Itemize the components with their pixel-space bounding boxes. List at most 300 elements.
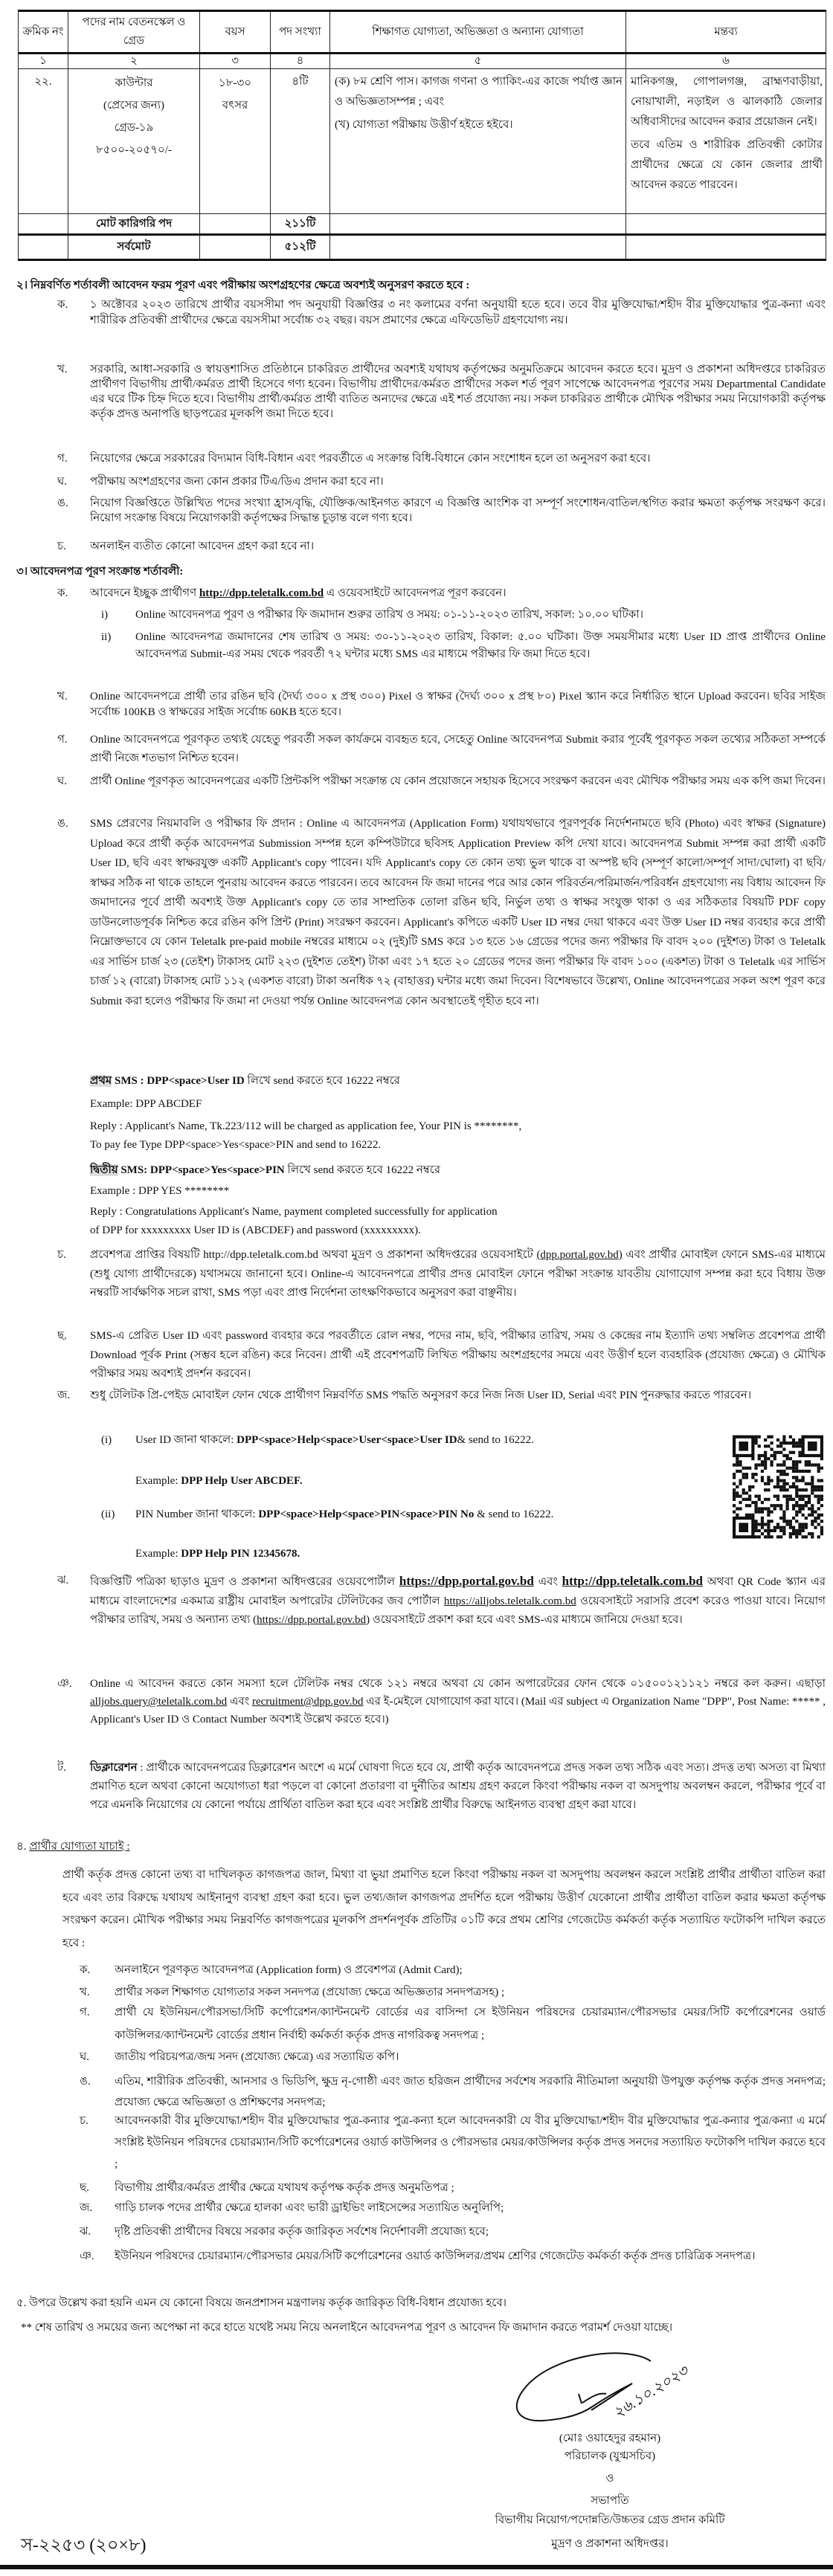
qr-module	[811, 1479, 814, 1482]
qr-module	[789, 1436, 792, 1439]
sms-command: SMS: DPP<space>Yes<space>PIN	[118, 1164, 285, 1176]
qr-module	[820, 1479, 823, 1482]
qr-module	[789, 1535, 792, 1538]
col-header-serial: ক্রমিক নং	[19, 11, 68, 54]
qr-module	[817, 1517, 820, 1520]
qr-module	[761, 1520, 764, 1523]
qr-module	[767, 1479, 770, 1482]
qr-module	[795, 1467, 798, 1470]
item-text: দৃষ্টি প্রতিবন্ধী প্রার্থীদের বিষয়ে সরকার কর্তৃক জারিকৃত সর্বশেষ নির্দেশাবলী প্রযোজ্য হবে;	[115, 2226, 489, 2238]
qr-module	[782, 1463, 785, 1466]
qr-module	[792, 1442, 795, 1444]
item-label: ছ.	[57, 1330, 67, 1342]
qr-module	[758, 1507, 761, 1510]
section-5: ৫. উপরে উল্লেখ করা হয়নি এমন যে কোনো বিষয়ে জনপ্রশাসন মন্ত্রণালয় কর্তৃক জারিকৃত বিধি-বিধান প্রযোজ্য হবে।	[16, 2297, 507, 2309]
table-header-row	[19, 11, 826, 54]
age-range: ১৮-৩০	[219, 77, 251, 89]
sms-first-reply-2: To pay fee Type DPP<space>Yes<space>PIN and send to 16222.	[90, 1139, 382, 1151]
qr-module	[767, 1523, 770, 1526]
remarks-b: তবে এতিম ও শারীরিক প্রতিবন্ধী কোটার প্রার্থীদের ক্ষেত্রে যে কোন জেলার প্রার্থী আবেদন করতে পারবেন।	[631, 139, 823, 191]
qr-module	[761, 1532, 764, 1535]
section-3-item	[57, 1387, 826, 1405]
document-list-item	[80, 2071, 826, 2113]
text: & send to 16222.	[474, 1508, 554, 1520]
sms-command: DPP<space>Help<space>PIN<space>PIN No	[258, 1508, 475, 1520]
item-text: সরকারি, আধা-সরকারি ও স্বায়ত্তশাসিত প্রতিষ্ঠানে চাকরিরত প্রার্থীদের অবশ্যই যথাযথ কর্তৃপক্ষের অনুমতিক্রমে আবেদন করতে হবে। মুদ্রণ ও প্রকাশনা অধিদপ্তরে চাকরিরত প্রার্থীগণ বিভাগীয় প্রার্থী/কর্মরত প্রার্থী হিসেবে গণ্য হবেন। বিভাগীয় প্রার্থীদের/কর্মরত প্রার্থীদের সকল শর্ত পূরণ সাপেক্ষে আবেদনপত্র পূরণের সময় Departmental Candidate এর ঘরে টিক চিহ্ন দিতে হবে। বিভাগীয় প্রার্থী/কর্মরত প্রার্থী ব্যতিত অন্যদের ক্ষেত্রে এই শর্ত প্রযোজ্য নয়। সকল চাকরিরত প্রার্থীকে মৌখিক পরীক্ষার সময় নিয়োগকারী কর্তৃপক্ষ কর্তৃক প্রদত্ত অনাপত্তি ছাড়পত্রের মূলকপি জমা দিতে হবে।	[90, 364, 826, 420]
qr-module	[742, 1488, 745, 1491]
qr-module	[798, 1439, 801, 1442]
qr-module	[792, 1532, 795, 1535]
qr-module	[754, 1479, 757, 1482]
qr-module	[736, 1470, 739, 1473]
example-command: DPP Help PIN 12345678.	[181, 1548, 300, 1560]
section-3-item-portals	[57, 1572, 826, 1630]
qr-module	[733, 1476, 736, 1479]
qr-module	[776, 1523, 779, 1526]
qr-module	[811, 1504, 814, 1507]
item-label: ঝ.	[80, 2226, 91, 2238]
qr-module	[745, 1504, 748, 1507]
qr-module	[811, 1485, 814, 1488]
qr-module	[795, 1529, 798, 1532]
qr-module	[736, 1457, 739, 1460]
qr-module	[811, 1520, 814, 1523]
sms-first-reply: Reply : Applicant's Name, Tk.223/112 will be charged as application fee, Your PIN is ********,	[90, 1120, 522, 1132]
section-3-item-ka	[57, 586, 826, 601]
qr-module	[782, 1439, 785, 1442]
grand-total-label: সর্বমোট	[68, 235, 200, 260]
sms-command: DPP<space>Help<space>User<space>User ID	[237, 1434, 457, 1446]
qr-module	[745, 1476, 748, 1479]
age-unit: বৎসর	[222, 100, 248, 112]
qr-module	[748, 1504, 751, 1507]
qr-module	[792, 1463, 795, 1466]
qr-module	[811, 1507, 814, 1510]
signature-date: ২৬.১০.২০২৩	[610, 2363, 692, 2422]
item-text: Online আবেদনপত্রে পূরণকৃত তথ্যই যেহেতু পরবর্তী সকল কার্যক্রমে ব্যবহৃত হবে, সেহেতু Online আবেদনপত্র Submit করার পূর্বেই পূরণকৃত সকল তথ্যের সঠিকতা সম্পর্কে প্রার্থী নিজে শতভাগ নিশ্চিত হবেন।	[90, 734, 826, 764]
qr-module	[786, 1501, 789, 1504]
qr-module	[779, 1517, 782, 1520]
qr-module	[776, 1526, 779, 1529]
qr-module	[776, 1495, 779, 1498]
qr-module	[820, 1526, 823, 1529]
reference-code: স-২২৫৩ (২০×৮)	[21, 2536, 147, 2555]
qr-module	[786, 1457, 789, 1460]
col-number: ২	[68, 54, 200, 69]
qr-module	[748, 1467, 751, 1470]
qr-module	[820, 1495, 823, 1498]
dpp-portal-link[interactable]: https://dpp.portal.gov.bd	[399, 1574, 534, 1588]
sub-item	[101, 629, 826, 663]
sub-text: Online আবেদনপত্র জমাদানের শেষ তারিখ ও সময়: ৩০-১১-২০২৩ তারিখ, বিকাল: ৫.০০ ঘটিকা। উক্ত সময়সীমার মধ্যে User ID প্রাপ্ত প্রার্থীদের Online আবেদনপত্র Submit-এর সময় থেকে পরবর্তী ৭২ ঘন্টার মধ্যে SMS এর মাধ্যমে পরীক্ষার ফি জমা দিতে হবে।	[135, 631, 826, 660]
sub-label: i)	[101, 609, 109, 621]
qr-module	[798, 1495, 801, 1498]
qr-module	[764, 1439, 767, 1442]
qr-module	[754, 1473, 757, 1476]
qr-module	[792, 1467, 795, 1470]
qr-module	[754, 1495, 757, 1498]
cell-remarks	[626, 69, 826, 214]
qr-module	[789, 1498, 792, 1501]
qr-module	[754, 1442, 757, 1444]
qr-module	[786, 1454, 789, 1457]
qr-module	[805, 1463, 808, 1466]
post-grade: গ্রেড-১৯	[114, 122, 154, 134]
qr-module	[733, 1491, 736, 1494]
qr-module	[748, 1498, 751, 1501]
qr-module	[758, 1535, 761, 1538]
qr-module	[758, 1511, 761, 1514]
qr-module	[802, 1523, 805, 1526]
qr-module	[754, 1436, 757, 1439]
qr-module	[742, 1467, 745, 1470]
column-number-row	[19, 54, 826, 69]
qr-module	[758, 1463, 761, 1466]
qr-module	[782, 1526, 785, 1529]
qr-module	[802, 1529, 805, 1532]
qr-module	[792, 1439, 795, 1442]
bottom-rule	[0, 2565, 833, 2569]
qr-module	[770, 1520, 773, 1523]
qr-module	[798, 1454, 801, 1457]
qr-module	[805, 1517, 808, 1520]
qr-module	[817, 1470, 820, 1473]
qr-module	[758, 1498, 761, 1501]
qr-module	[795, 1444, 798, 1447]
qr-module	[805, 1526, 808, 1529]
col-header-qualification: শিক্ষাগত যোগ্যতা, অভিজ্ঞতা ও অন্যান্য যোগ্যতা	[330, 11, 626, 54]
text: এ ওয়েবসাইটে আবেদনপত্র পূরণ করবেন।	[324, 587, 506, 599]
document-list-item	[80, 2247, 826, 2266]
recovery-pin-example	[135, 1548, 300, 1560]
sms-second-example: Example : DPP YES ********	[90, 1185, 230, 1197]
qr-module	[820, 1485, 823, 1488]
qr-module	[770, 1511, 773, 1514]
item-label: খ.	[57, 364, 68, 375]
qr-module	[795, 1479, 798, 1482]
qr-module	[754, 1523, 757, 1526]
item-label: ঘ.	[57, 775, 68, 787]
qr-module	[767, 1488, 770, 1491]
col-header-remarks: মন্তব্য	[626, 11, 826, 54]
signatory-title: পরিচালক (যুগ্মসচিব)	[564, 2450, 656, 2462]
item-text	[90, 1246, 826, 1303]
qr-module	[786, 1473, 789, 1476]
qr-module	[802, 1495, 805, 1498]
qr-module	[811, 1482, 814, 1485]
teletalk-link[interactable]: http://dpp.teletalk.com.bd	[562, 1574, 703, 1588]
qr-module	[739, 1470, 742, 1473]
item-text: শুধু টেলিটক প্রি-পেইড মোবাইল ফোন থেকে প্রার্থীগণ নিম্নবর্ণিত SMS পদ্ধতি অনুসরণ করে নিজ নিজ User ID, Serial এবং PIN পুনরুদ্ধার করতে পারবেন।	[90, 1389, 752, 1401]
qr-module	[808, 1498, 811, 1501]
qr-module	[792, 1444, 795, 1447]
qr-module	[798, 1529, 801, 1532]
qr-module	[761, 1470, 764, 1473]
section-3-item	[57, 689, 826, 720]
qr-module	[739, 1463, 742, 1466]
qr-module	[764, 1529, 767, 1532]
qr-module	[758, 1523, 761, 1526]
item-label: খ.	[80, 1986, 90, 1998]
item-text: Online আবেদনপত্রে প্রার্থী তার রঙিন ছবি (দৈর্ঘ্য ৩০০ x প্রস্থ ৩০০) Pixel ও স্বাক্ষর (দৈর্ঘ্য ৩০০ x প্রস্থ ৮০) Pixel স্ক্যান করে নির্ধারিত স্থানে Upload করবেন। ছবির সাইজ সর্বোচ্চ 100KB ও স্বাক্ষরের সাইজ সর্বোচ্চ 60KB হতে হবে।	[90, 691, 826, 718]
sub-item	[101, 607, 826, 622]
item-label: ক.	[57, 299, 68, 311]
qr-module	[782, 1532, 785, 1535]
qr-module	[774, 1454, 776, 1457]
alljobs-link[interactable]: https://alljobs.teletalk.com.bd	[443, 1595, 576, 1607]
example-command: DPP Help User ABCDEF.	[181, 1475, 303, 1487]
recruitment-email-link[interactable]: recruitment@dpp.gov.bd	[251, 1696, 364, 1708]
sms-first	[90, 1072, 826, 1091]
qr-module	[751, 1473, 754, 1476]
signature-image	[506, 2348, 729, 2430]
teletalk-link[interactable]: http://dpp.teletalk.com.bd	[199, 587, 324, 599]
qr-module	[736, 1514, 739, 1517]
qr-module	[798, 1532, 801, 1535]
qr-module	[786, 1488, 789, 1491]
qr-module	[798, 1504, 801, 1507]
qr-module	[736, 1507, 739, 1510]
qr-module	[789, 1520, 792, 1523]
item-label: ছ.	[80, 2182, 89, 2194]
item-label: ক.	[80, 1964, 91, 1976]
document-list-item	[80, 2180, 826, 2196]
qr-code-icon[interactable]	[733, 1435, 823, 1539]
section-number: ৪.	[16, 1841, 30, 1853]
qr-module	[774, 1495, 776, 1498]
qr-module	[782, 1495, 785, 1498]
col-header-post: পদের নাম বেতনস্কেল ও গ্রেড	[68, 11, 200, 54]
qr-module	[802, 1514, 805, 1517]
item-text: এতিম, শারীরিক প্রতিবন্ধী, আনসার ও ভিডিপি, ক্ষুদ্র নৃ-গোষ্ঠী এবং জাত হরিজন প্রার্থীদের সর্বশেষ সরকারি নীতিমালা অনুযায়ী উপযুক্ত কর্তৃপক্ষ কর্তৃক প্রদত্ত সনদপত্র; প্রযোজ্য ক্ষেত্রে অভিজ্ঞতা ও প্রশিক্ষণের সনদপত্র;	[115, 2076, 826, 2108]
qr-module	[789, 1495, 792, 1498]
item-label: জ.	[80, 2202, 93, 2214]
qr-module	[748, 1514, 751, 1517]
qr-module	[779, 1473, 782, 1476]
qr-module	[736, 1491, 739, 1494]
qr-module	[792, 1507, 795, 1510]
qr-module	[754, 1520, 757, 1523]
col-number: ৫	[330, 54, 626, 69]
item-text: বিভাগীয় প্রার্থীর/কর্মরত প্রার্থীর ক্ষেত্রে যথাযথ কর্তৃপক্ষ কর্তৃক প্রদত্ত অনুমতিপত্র ;	[115, 2182, 454, 2194]
qr-module	[776, 1439, 779, 1442]
total-value: ২১১টি	[271, 214, 330, 235]
qr-module	[770, 1535, 773, 1538]
qr-module	[774, 1529, 776, 1532]
qr-module	[792, 1482, 795, 1485]
qr-module	[795, 1491, 798, 1494]
item-label: ঘ.	[80, 2051, 90, 2063]
qr-module	[779, 1479, 782, 1482]
item-text: নিয়োগ বিজ্ঞপ্তিতে উল্লিখিত পদের সংখ্যা হ্রাস/বৃদ্ধি, যৌক্তিক/আইনগত কারণে এ বিজ্ঞপ্তি আংশিক বা সম্পূর্ণ সংশোধন/বাতিল/স্থগিত করার ক্ষমতা কর্তৃপক্ষ সংরক্ষণ করে। নিয়োগ সংক্রান্ত বিষয়ে নিয়োগকারী কর্তৃপক্ষের সিদ্ধান্ত চূড়ান্ত বলে গণ্য হবে।	[90, 497, 826, 524]
dpp-portal-link[interactable]: (dpp.portal.gov.bd)	[536, 1249, 623, 1261]
qr-module	[754, 1507, 757, 1510]
qr-module	[786, 1495, 789, 1498]
qr-module	[764, 1507, 767, 1510]
section-3-item-helpline	[57, 1675, 826, 1728]
qr-module	[754, 1467, 757, 1470]
qr-module	[764, 1460, 767, 1463]
qr-module	[795, 1504, 798, 1507]
qr-module	[761, 1454, 764, 1457]
item-label: ঙ.	[57, 497, 68, 509]
signatory-organization: মুদ্রণ ও প্রকাশনা অধিদপ্তর।	[551, 2538, 669, 2550]
qr-module	[817, 1523, 820, 1526]
sub-text: Online আবেদনপত্র পূরণ ও পরীক্ষার ফি জমাদান শুরুর তারিখ ও সময়: ০১-১১-২০২৩ তারিখ, সকাল: ১০.০০ ঘটিকা।	[135, 609, 643, 621]
qr-module	[751, 1501, 754, 1504]
qr-module	[802, 1488, 805, 1491]
qr-module	[748, 1488, 751, 1491]
qr-module	[795, 1514, 798, 1517]
qr-module	[805, 1482, 808, 1485]
col-number: ৬	[626, 54, 826, 69]
qr-module	[745, 1491, 748, 1494]
qr-module	[761, 1523, 764, 1526]
qr-module	[795, 1460, 798, 1463]
qr-module	[792, 1517, 795, 1520]
item-label: চ.	[80, 2115, 89, 2127]
qr-module	[795, 1495, 798, 1498]
dpp-portal-link-2[interactable]: https://dpp.portal.gov.bd	[257, 1614, 367, 1626]
qr-module	[776, 1476, 779, 1479]
qr-module	[789, 1532, 792, 1535]
item-text: নিয়োগের ক্ষেত্রে সরকারের বিদ্যমান বিধি-বিধান এবং পরবর্তীতে এ সংক্রান্ত বিধি-বিধানে কোন সংশোধন হলে তা অনুসরণ করা হবে।	[90, 453, 651, 465]
qr-module	[808, 1460, 811, 1463]
qr-module	[820, 1467, 823, 1470]
item-text: SMS প্রেরণের নিয়মাবলি ও পরীক্ষার ফি প্রদান : Online এ আবেদনপত্র (Application Form) যথাযথভাবে পূরণপূর্বক নির্দেশনামতে ছবি (Photo) এবং স্বাক্ষর (Signature) Upload করে প্রার্থী কর্তৃক আবেদনপত্র Submission সম্পন্ন হলে কম্পিউটারে ছবিসহ Application Preview কপি দেখা যাবে। আবেদনপত্র Submit সম্পন্ন করা প্রার্থী একটি User ID, ছবি এবং স্বাক্ষরযুক্ত একটি Applicant's copy পাবেন। যদি Applicant's copy তে কোন তথ্য ভুল থাকে বা অস্পষ্ট ছবি (সম্পূর্ণ কালো/সম্পূর্ণ সাদা/ঘোলা) বা ছবি/স্বাক্ষর সঠিক না থাকে তাহলে পুনরায় আবেদন করতে পারবেন। তবে আবেদন ফি জমা দানের পরে আর কোন পরিবর্তন/পরিমার্জন/পরিবর্ধন গ্রহণযোগ্য নয় বিধায় আবেদন ফি জমাদানের পূর্বে প্রার্থী অবশ্যই উক্ত Applicant's copy তে তার সাম্প্রতিক তোলা রঙিন ছবি, নির্ভুল তথ্য ও স্বাক্ষর সংযুক্ত থাকা ও এর সঠিকতার বিষয়টি PDF copy ডাউনলোডপূর্বক নিশ্চিত করে রঙিন কপি প্রিন্ট (Print) সংরক্ষণ করবেন। Applicant's কপিতে একটি User ID নম্বর দেয়া থাকবে এবং উক্ত User ID নম্বর ব্যবহার করে প্রার্থী নিম্নোক্তভাবে যে কোন Teletalk pre-paid mobile নম্বরের মাধ্যমে ০২ (দুই)টি SMS করে ১৩ হতে ১৬ গ্রেডের পদের জন্য পরীক্ষার ফি বাবদ ২০০ (দুইশত) টাকা ও Teletalk এর সার্ভিস চার্জ ২৩ (তেইশ) টাকাসহ মোট ২২৩ (দুইশত তেইশ) টাকা এবং ১৭ হতে ২০ গ্রেডের পদের জন্য পরীক্ষার ফি বাবদ ১০০ (একশত) টাকা ও Teletalk এর সার্ভিস চার্জ ১২ (বারো) টাকাসহ মোট ১১২ (একশত বারো) টাকা অনধিক ৭২ (বাহাত্তর) ঘন্টার মধ্যে জমা দিবেন। বিশেষভাবে উল্লেখ্য, Online আবেদনপত্রের সকল অংশ পূরণ করে Submit করা হলেও পরীক্ষার ফি জমা না দেওয়া পর্যন্ত Online আবেদনপত্র কোন অবস্থাতেই গৃহীত হবে না।	[90, 818, 826, 1007]
section-2-item	[57, 297, 826, 329]
qr-module	[808, 1507, 811, 1510]
qr-module	[805, 1501, 808, 1504]
qr-module	[745, 1498, 748, 1501]
qr-module	[789, 1457, 792, 1460]
text: PIN Number জানা থাকলে:	[135, 1508, 259, 1520]
text: এবং	[227, 1696, 252, 1708]
qr-module	[811, 1514, 814, 1517]
qr-module	[779, 1470, 782, 1473]
qr-module	[814, 1511, 817, 1514]
qr-module	[817, 1495, 820, 1498]
qr-module	[736, 1485, 739, 1488]
item-label: ঝ.	[57, 1575, 69, 1586]
section-2-item	[57, 362, 826, 422]
qr-module	[805, 1504, 808, 1507]
section-2-item	[57, 474, 826, 489]
text: আবেদনে ইচ্ছুক প্রার্থীগণ	[90, 587, 199, 599]
text: এবং প্রার্থীর মোবাইল ফোনে SMS-এর মাধ্যমে (শুধু যোগ্য প্রার্থীদেরকে) যথাসময়ে জানানো হবে। Online-এ আবেদনপত্রে প্রার্থীর প্রদত্ত মোবাইল ফোনে পরীক্ষা সংক্রান্ত যাবতীয় যোগাযোগ সম্পন্ন করা হবে বিধায় উক্ত নম্বরটি সার্বক্ষণিক সচল রাখা, SMS পড়া এবং প্রাপ্ত নির্দেশনা তাৎক্ষণিকভাবে অনুসরণ করা বাঞ্ছনীয়।	[90, 1249, 826, 1299]
post-scale: ৮৫০০-২০৫৭০/-	[96, 144, 172, 156]
qr-module	[770, 1454, 773, 1457]
qr-module	[733, 1504, 736, 1507]
qr-module	[814, 1488, 817, 1491]
qr-module	[758, 1454, 761, 1457]
qr-module	[805, 1488, 808, 1491]
qr-module	[795, 1463, 798, 1466]
vacancy-table	[18, 10, 826, 261]
qr-module	[776, 1485, 779, 1488]
deadline-note: ** শেষ তারিখ ও সময়ের জন্য অপেক্ষা না করে হাতে যথেষ্ট সময় নিয়ে অনলাইনে আবেদনপত্র পূরণ ও আবেদন ফি জমাদান করতে পরামর্শ দেওয়া যাচ্ছে।	[21, 2322, 673, 2334]
qr-module	[798, 1479, 801, 1482]
section-3-item-admit	[57, 1246, 826, 1303]
qr-module	[808, 1532, 811, 1535]
qr-module	[792, 1460, 795, 1463]
qr-module	[776, 1479, 779, 1482]
qr-module	[761, 1479, 764, 1482]
cell-age	[200, 69, 271, 214]
item-label: ঞ.	[80, 2250, 94, 2262]
qr-module	[817, 1514, 820, 1517]
qr-module	[811, 1463, 814, 1466]
qr-module	[820, 1457, 823, 1460]
text: Example:	[135, 1475, 181, 1487]
qr-module	[764, 1482, 767, 1485]
item-text: পরীক্ষায় অংশগ্রহণের জন্য কোন প্রকার টিএ/ডিএ প্রদান করা হবে না।	[90, 476, 384, 488]
qr-module	[802, 1498, 805, 1501]
qr-module	[782, 1517, 785, 1520]
qr-module	[798, 1470, 801, 1473]
qr-module	[751, 1457, 754, 1460]
qr-module	[820, 1498, 823, 1501]
qr-module	[767, 1498, 770, 1501]
section-3-item	[57, 1327, 826, 1384]
qr-module	[798, 1507, 801, 1510]
grand-total-row	[19, 235, 826, 260]
col-header-count: পদ সংখ্যা	[271, 11, 330, 54]
qr-module	[782, 1529, 785, 1532]
qr-module	[798, 1444, 801, 1447]
document-list-item	[80, 2049, 826, 2065]
qr-module	[739, 1479, 742, 1482]
item-text: ইউনিয়ন পরিষদের চেয়ারম্যান/পৌরসভার মেয়র/সিটি কর্পোরেশনের ওয়ার্ড কাউন্সিলর/প্রথম শ্রেণির গেজেটেড কর্মকর্তা কর্তৃক প্রদত্ত চারিত্রিক সনদপত্র।	[115, 2250, 756, 2262]
qr-module	[774, 1485, 776, 1488]
qr-module	[814, 1517, 817, 1520]
qr-module	[736, 1495, 739, 1498]
post-note: (প্রেসের জন্য)	[103, 100, 164, 112]
qr-module	[745, 1473, 748, 1476]
qr-module	[808, 1463, 811, 1466]
qr-module	[776, 1470, 779, 1473]
qr-module	[789, 1485, 792, 1488]
qr-module	[782, 1479, 785, 1482]
qr-module	[751, 1485, 754, 1488]
signatory-and: ও	[605, 2473, 614, 2485]
qr-module	[779, 1526, 782, 1529]
qr-module	[795, 1532, 798, 1535]
qr-module	[805, 1535, 808, 1538]
sms-command: SMS : DPP<space>User ID	[112, 1075, 245, 1087]
item-label: গ.	[80, 2007, 90, 2018]
qr-module	[774, 1526, 776, 1529]
qr-module	[808, 1442, 817, 1451]
qr-module	[754, 1463, 757, 1466]
alljobs-email-link[interactable]: alljobs.query@teletalk.com.bd	[90, 1696, 228, 1708]
qr-module	[795, 1485, 798, 1488]
item-label: ঙ.	[80, 2076, 91, 2088]
qr-module	[764, 1498, 767, 1501]
qr-module	[779, 1451, 782, 1454]
cell-post	[68, 69, 200, 214]
qr-module	[758, 1495, 761, 1498]
qr-module	[808, 1470, 811, 1473]
qr-module	[761, 1526, 764, 1529]
qr-module	[779, 1442, 782, 1444]
qr-module	[774, 1451, 776, 1454]
qr-module	[748, 1485, 751, 1488]
qr-module	[808, 1501, 811, 1504]
text: ) ওয়েবসাইটে প্রকাশ করা হবে এবং SMS-এর মাধ্যমে জানিয়ে দেওয়া হবে।	[366, 1614, 683, 1626]
section-4-paragraph: প্রার্থী কর্তৃক প্রদত্ত কোনো তথ্য বা দাখিলকৃত কাগজপত্র জাল, মিথ্যা বা ভুয়া প্রমাণিত হলে কিংবা পরীক্ষায় নকল বা অসদুপায় অবলম্বন করলে সংশ্লিষ্ট প্রার্থীর প্রার্থীতা বাতিল করা হবে এবং তার বিরুদ্ধে যথাযথ আইনানুগ ব্যবস্থা গ্রহণ করা হবে। ভুল তথ্য/জাল কাগজপত্র প্রদর্শিত হলে পরীক্ষায় উত্তীর্ণ যেকোনো প্রার্থীর প্রার্থীতা বাতিল করার ক্ষমতা কর্তৃপক্ষ সংরক্ষণ করেন। মৌখিক পরীক্ষার সময় নিম্নবর্ণিত কাগজপত্রের মূলকপি প্রদর্শনপূর্বক প্রতিটির ০১টি করে প্রথম শ্রেণির গেজেটেড কর্মকর্তা কর্তৃক সত্যায়িত ফটোকপি দাখিল করতে হবে :	[62, 1869, 826, 1949]
qr-module	[782, 1482, 785, 1485]
